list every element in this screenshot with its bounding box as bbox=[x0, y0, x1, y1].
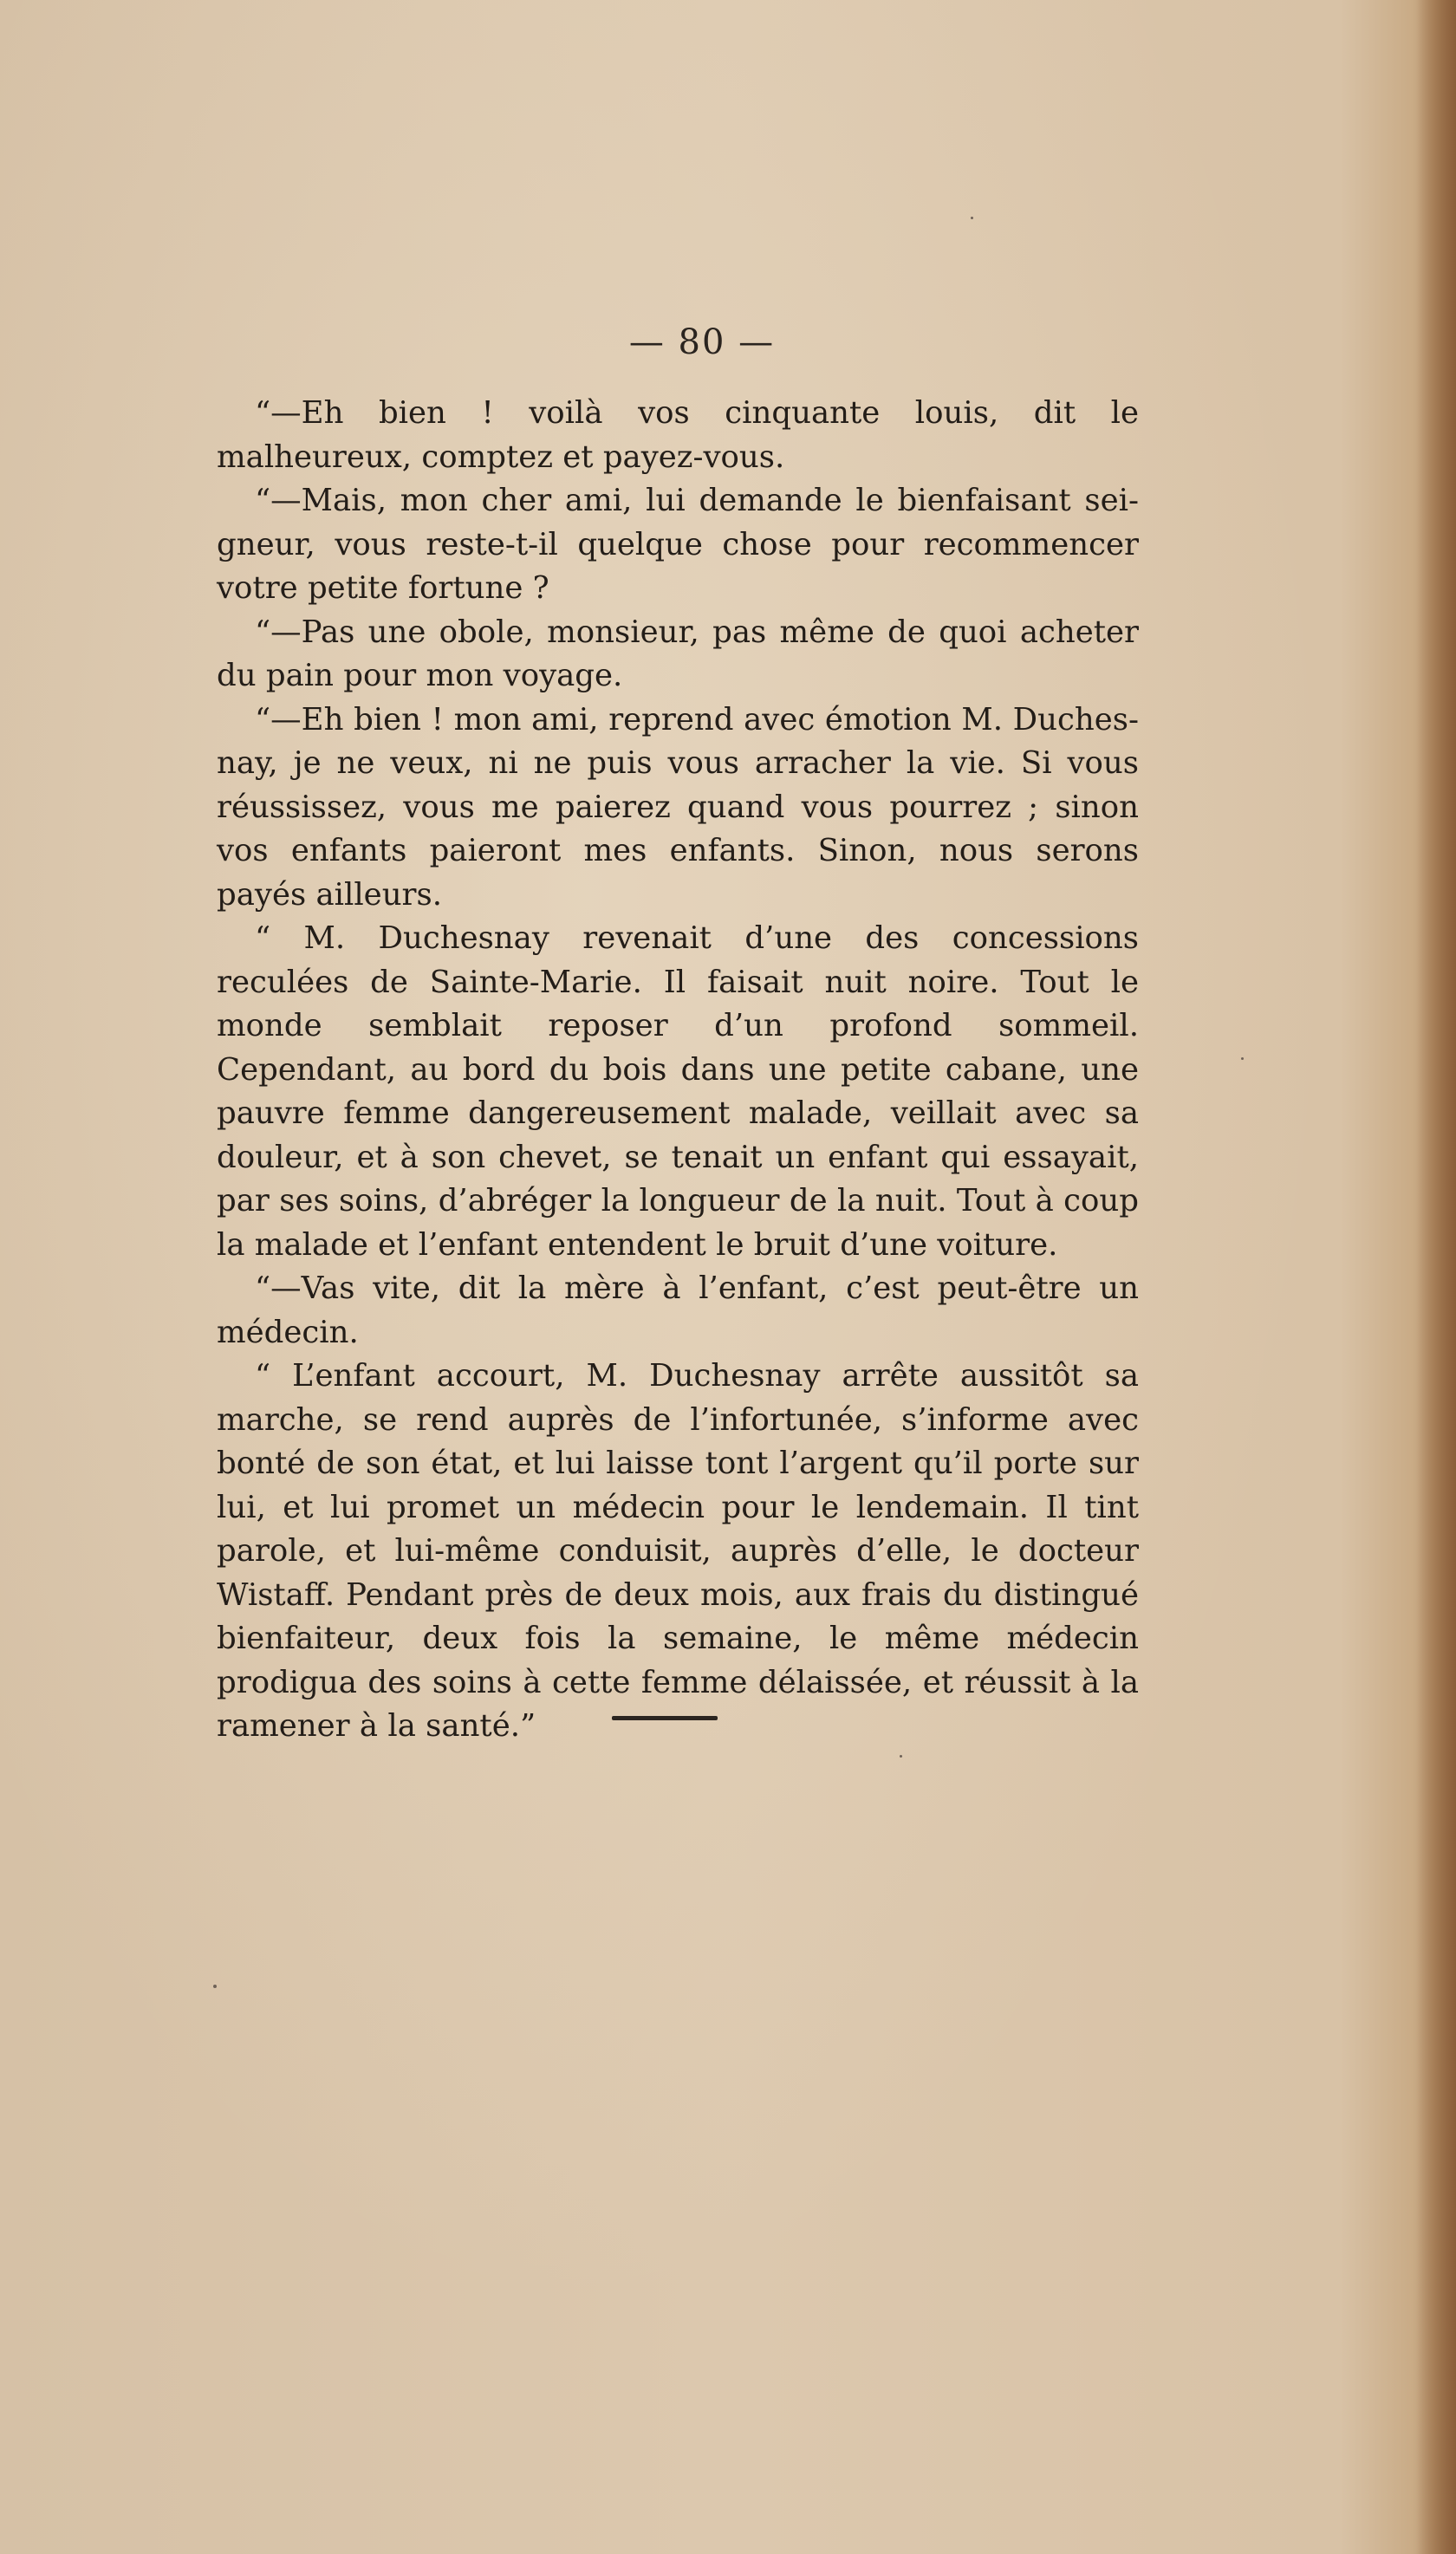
paragraph: “—Vas vite, dit la mère à l’enfant, c’est peut-être un médecin. bbox=[217, 1271, 1139, 1350]
end-rule bbox=[612, 1716, 718, 1720]
paragraph: “—Pas une obole, monsieur, pas même de quoi acheter du pain pour mon voyage. bbox=[217, 614, 1139, 693]
paragraph: “ L’enfant accourt, M. Duchesnay arrête aussitôt sa marche, se rend auprès de l’infortunée, s’informe avec bonté de son état, et lui laisse tont l’argent qu’il porte sur lui, et lui promet un médecin pour le lendemain. Il tint parole, et lui-même conduisit, auprès d’elle, le docteur Wistaff. Pendant près de deux mois, aux frais du distingué bienfaiteur, deux fois la semaine, le même médecin prodigua des soins à cette femme délaissée, et réussit à la ramener à la santé.” bbox=[217, 1358, 1139, 1744]
paper-speck bbox=[213, 1985, 217, 1988]
paper-speck bbox=[971, 217, 973, 219]
page-number-header: — 80 — bbox=[628, 322, 776, 362]
paragraph: “ M. Duchesnay revenait d’une des concessions reculées de Sainte-Marie. Il faisait nuit noire. Tout le monde semblait reposer d’un profond sommeil. Cependant, au bord du bois dans une petite cabane, une pauvre femme dangereusement malade, veillait avec sa douleur, et à son chevet, se tenait un enfant qui essayait, par ses soins, d’abréger la longueur de la nuit. Tout à coup la malade et l’enfant entendent le bruit d’une voiture. bbox=[217, 920, 1139, 1263]
paper-speck bbox=[1241, 1057, 1244, 1060]
page-spine-shadow bbox=[1416, 0, 1456, 2554]
paragraph: “—Eh bien ! mon ami, reprend avec émotion M. Duchesnay, je ne veux, ni ne puis vous arracher la vie. Si vous réussissez, vous me paierez quand vous pourrez ; sinon vos enfants paieront mes enfants. Sinon, nous serons payés ailleurs. bbox=[217, 701, 1139, 913]
paragraph: “—Mais, mon cher ami, lui demande le bienfaisant seigneur, vous reste-t-il quelque chose pour recommencer votre petite fortune ? bbox=[217, 483, 1139, 606]
body-text bbox=[217, 392, 1139, 1749]
paragraph: “—Eh bien ! voilà vos cinquante louis, dit le malheureux, comptez et payez-vous. bbox=[217, 395, 1139, 475]
paper-speck bbox=[900, 1755, 902, 1758]
